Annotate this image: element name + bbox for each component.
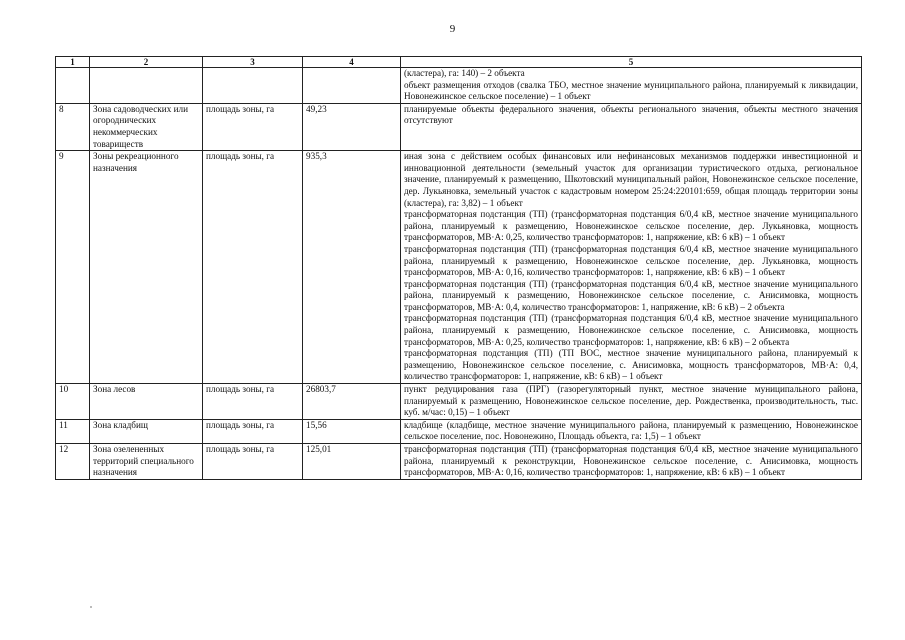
zones-table bbox=[55, 56, 862, 480]
zone-name: Зона озелененных территорий специального назначения bbox=[90, 444, 203, 480]
parameter-value: 49,23 bbox=[303, 103, 401, 150]
zone-name: Зоны рекреационного назначения bbox=[90, 151, 203, 384]
zone-name: Зона кладбищ bbox=[90, 419, 203, 443]
page-number: 9 bbox=[449, 23, 456, 35]
row-number: 8 bbox=[56, 103, 90, 150]
planned-objects bbox=[401, 419, 862, 443]
column-header-4: 4 bbox=[303, 57, 401, 68]
planned-object-entry: иная зона с действием особых финансовых или нефинансовых механизмов поддержки инвестиционной и инновационной деятельности (земельный участок для организации туристического отдыха, региональное значение, планируемый к размещению, Шкотовский муниципальный район, Новонежинское сельское поселение, дер. Лукьяновка, земельный участок с кадастровым номером 25:24:220101:659, общая площадь территории зоны (кластера), га: 3,82) – 1 объект bbox=[404, 151, 858, 208]
planned-object-entry: трансформаторная подстанция (ТП) (трансформаторная подстанция 6/0,4 кВ, местное значение муниципального района, планируемый к размещению, Новонежинское сельское поселение, дер. Лукьяновка, мощность трансформаторов, МВ·А: 0,16, количество трансформаторов: 1, напряжение, кВ: 6 кВ) – 1 объект bbox=[404, 243, 858, 278]
parameter-value: 935,3 bbox=[303, 151, 401, 384]
parameter-value: 15,56 bbox=[303, 419, 401, 443]
table-row bbox=[56, 151, 862, 384]
row-number bbox=[56, 68, 90, 104]
column-header-1: 1 bbox=[56, 57, 90, 68]
row-number: 10 bbox=[56, 384, 90, 420]
row-number: 9 bbox=[56, 151, 90, 384]
zone-name: Зона лесов bbox=[90, 384, 203, 420]
table-header-row bbox=[56, 57, 862, 68]
planned-objects bbox=[401, 444, 862, 480]
scan-speck bbox=[90, 606, 92, 608]
planned-object-entry: пункт редуцирования газа (ПРГ) (газорегуляторный пункт, местное значение муниципального района, планируемый к размещению, Новонежинское сельское поселение, дер. Рождественка, производительность, тыс. куб. м/час: 0,15) – 1 объект bbox=[404, 384, 858, 418]
table-body bbox=[56, 68, 862, 480]
parameter-name: площадь зоны, га bbox=[203, 444, 303, 480]
table-row bbox=[56, 68, 862, 104]
planned-object-entry: объект размещения отходов (свалка ТБО, местное значение муниципального района, планируемый к ликвидации, Новонежинское сельское поселение) – 1 объект bbox=[404, 79, 858, 102]
planned-object-entry: (кластера), га: 140) – 2 объекта bbox=[404, 68, 525, 78]
zone-name bbox=[90, 68, 203, 104]
row-number: 11 bbox=[56, 419, 90, 443]
planned-objects bbox=[401, 151, 862, 384]
planned-object-entry: трансформаторная подстанция (ТП) (трансформаторная подстанция 6/0,4 кВ, местное значение муниципального района, планируемый к реконструкции, Новонежинское сельское поселение, с. Анисимовка, мощность трансформаторов, МВ·А: 0,16, количество трансформаторов: 1, напряжение, кВ: 6 кВ) – 1 объект bbox=[404, 444, 858, 478]
parameter-value: 125,01 bbox=[303, 444, 401, 480]
parameter-name: площадь зоны, га bbox=[203, 103, 303, 150]
column-header-2: 2 bbox=[90, 57, 203, 68]
parameter-name bbox=[203, 68, 303, 104]
column-header-5: 5 bbox=[401, 57, 862, 68]
parameter-name: площадь зоны, га bbox=[203, 151, 303, 384]
planned-object-entry: трансформаторная подстанция (ТП) (ТП ВОС, местное значение муниципального района, планируемый к размещению, Новонежинское сельское поселение, с. Анисимовка, мощность трансформаторов, МВ·А: 0,4, количество трансформаторов: 1, напряжение, кВ: 6 кВ) – 1 объект bbox=[404, 348, 858, 382]
planned-objects bbox=[401, 68, 862, 104]
row-number: 12 bbox=[56, 444, 90, 480]
planned-object-entry: трансформаторная подстанция (ТП) (трансформаторная подстанция 6/0,4 кВ, местное значение муниципального района, планируемый к размещению, Новонежинское сельское поселение, с. Анисимовка, мощность трансформаторов, МВ·А: 0,25, количество трансформаторов: 1, напряжение, кВ: 6 кВ) – 2 объекта bbox=[404, 313, 858, 347]
planned-object-entry: планируемые объекты федерального значения, объекты регионального значения, объекты местного значения отсутствуют bbox=[404, 103, 858, 126]
parameter-value bbox=[303, 68, 401, 104]
table-row bbox=[56, 444, 862, 480]
planned-object-entry: трансформаторная подстанция (ТП) (трансформаторная подстанция 6/0,4 кВ, местное значение муниципального района, планируемый к размещению, Новонежинское сельское поселение, с. Анисимовка, мощность трансформаторов, МВ·А: 0,4, количество трансформаторов: 1, напряжение, кВ: 6 кВ) – 2 объекта bbox=[404, 278, 858, 312]
parameter-value: 26803,7 bbox=[303, 384, 401, 420]
table-row bbox=[56, 103, 862, 150]
planned-objects bbox=[401, 103, 862, 150]
planned-object-entry: кладбище (кладбище, местное значение муниципального района, планируемый к размещению, Новонежинское сельское поселение, пос. Новонежино, Площадь объекта, га: 1,5) – 1 объект bbox=[404, 419, 858, 442]
zone-name: Зона садоводческих или огороднических некоммерческих товариществ bbox=[90, 103, 203, 150]
planned-objects bbox=[401, 384, 862, 420]
parameter-name: площадь зоны, га bbox=[203, 384, 303, 420]
parameter-name: площадь зоны, га bbox=[203, 419, 303, 443]
planned-object-entry: трансформаторная подстанция (ТП) (трансформаторная подстанция 6/0,4 кВ, местное значение муниципального района, планируемый к размещению, Новонежинское сельское поселение, дер. Лукьяновка, мощность трансформаторов, МВ·А: 0,25, количество трансформаторов: 1, напряжение, кВ: 6 кВ) – 1 объект bbox=[404, 209, 858, 243]
column-header-3: 3 bbox=[203, 57, 303, 68]
table-row bbox=[56, 384, 862, 420]
table-row bbox=[56, 419, 862, 443]
